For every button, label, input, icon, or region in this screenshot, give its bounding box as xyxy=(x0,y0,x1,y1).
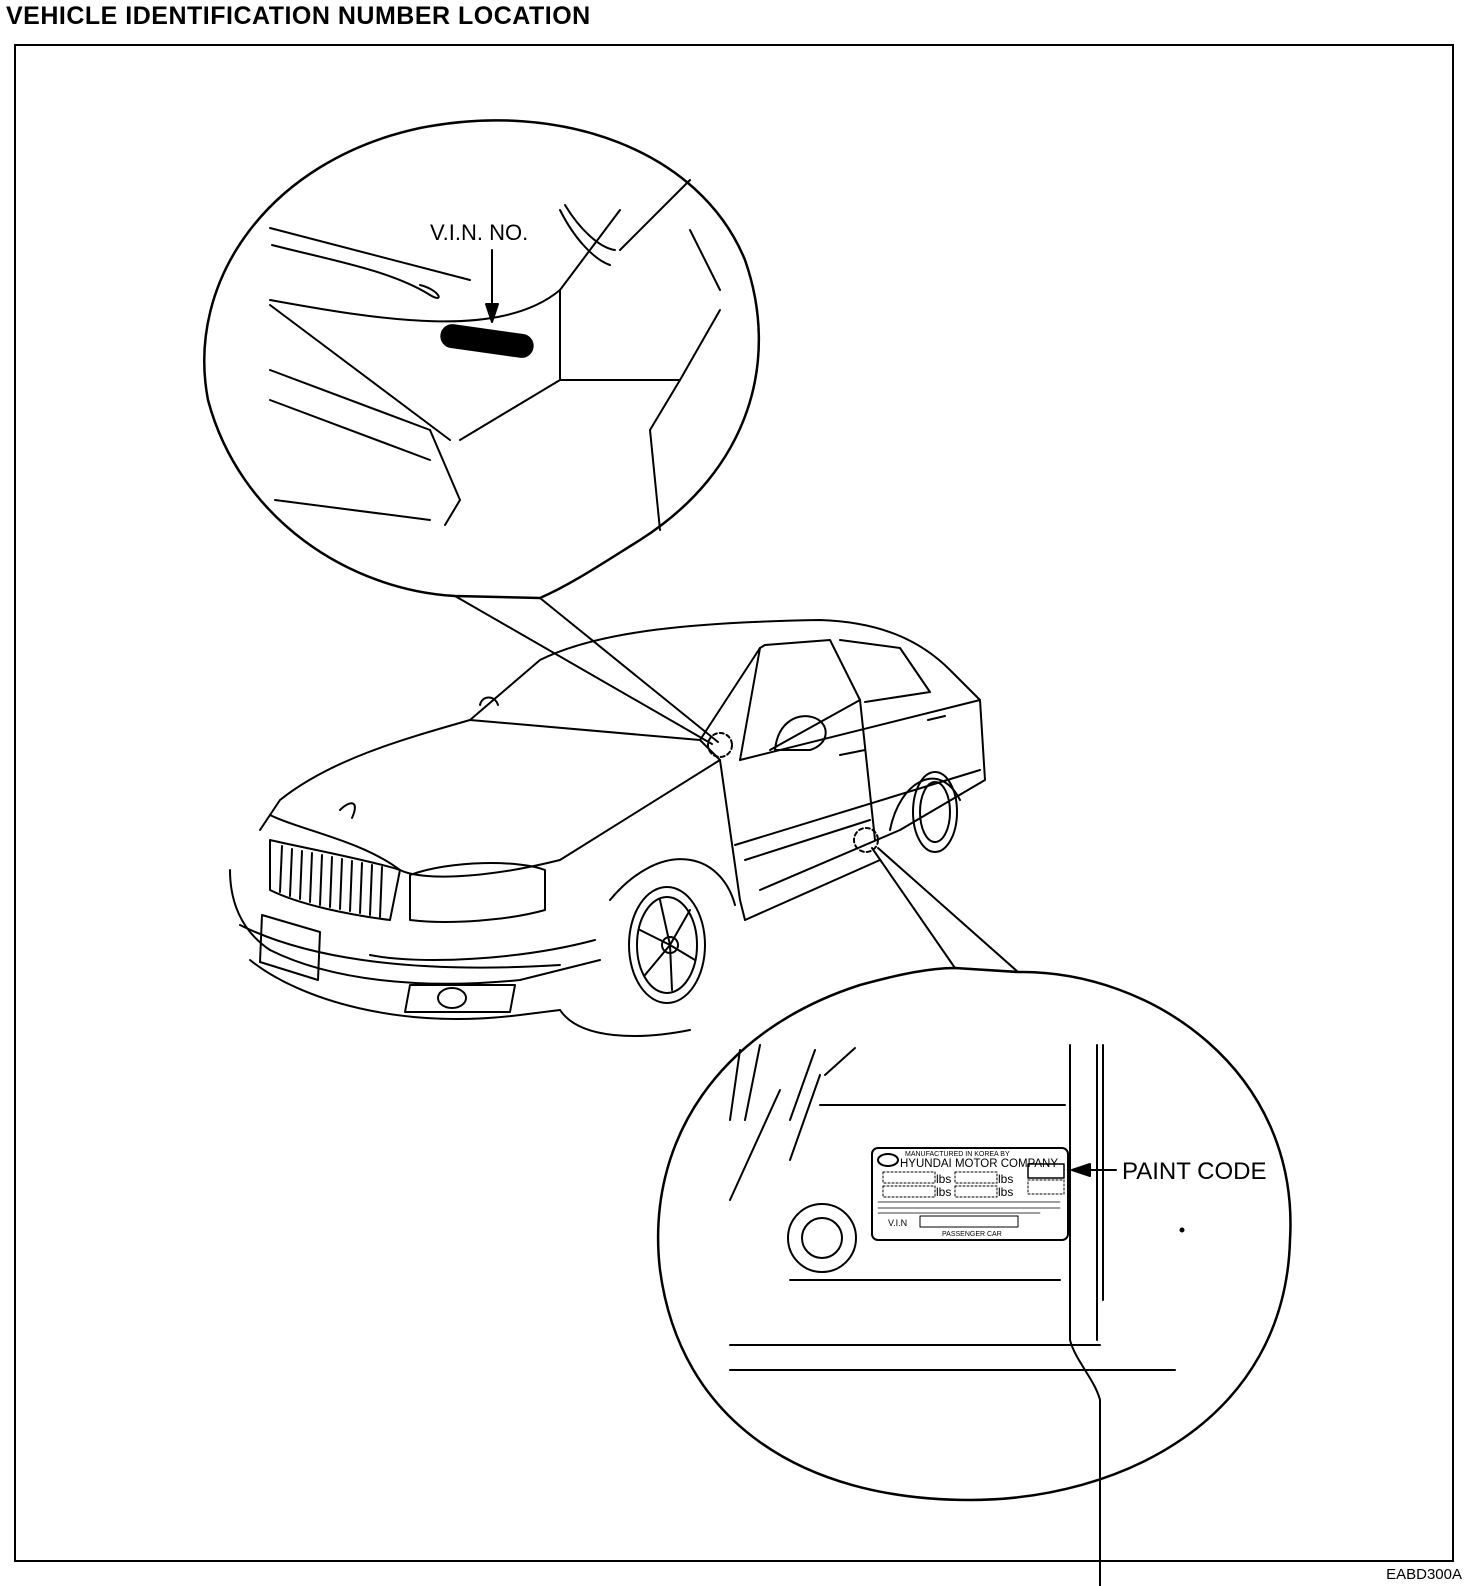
plate-unit-4: lbs xyxy=(998,1185,1014,1199)
plate-unit-3: lbs xyxy=(936,1185,952,1199)
plate-maker: HYUNDAI MOTOR COMPANY xyxy=(900,1158,1059,1170)
vin-callout-label: V.I.N. NO. xyxy=(430,220,529,245)
figure-code: EABD300A xyxy=(1386,1566,1462,1583)
plate-unit-1: lbs xyxy=(936,1172,952,1186)
plate-header: MANUFACTURED IN KOREA BY xyxy=(905,1151,1010,1158)
paint-code-callout-label: PAINT CODE xyxy=(1122,1158,1267,1185)
plate-vin-field: V.I.N xyxy=(888,1218,908,1228)
vin-detail-bubble xyxy=(204,120,759,744)
plate-type: PASSENGER CAR xyxy=(942,1231,1002,1238)
plate-unit-2: lbs xyxy=(998,1172,1014,1186)
car-illustration xyxy=(230,620,985,1036)
page-title: VEHICLE IDENTIFICATION NUMBER LOCATION xyxy=(6,2,591,30)
vin-plate xyxy=(440,324,534,359)
paint-code-detail-bubble xyxy=(658,848,1290,1586)
